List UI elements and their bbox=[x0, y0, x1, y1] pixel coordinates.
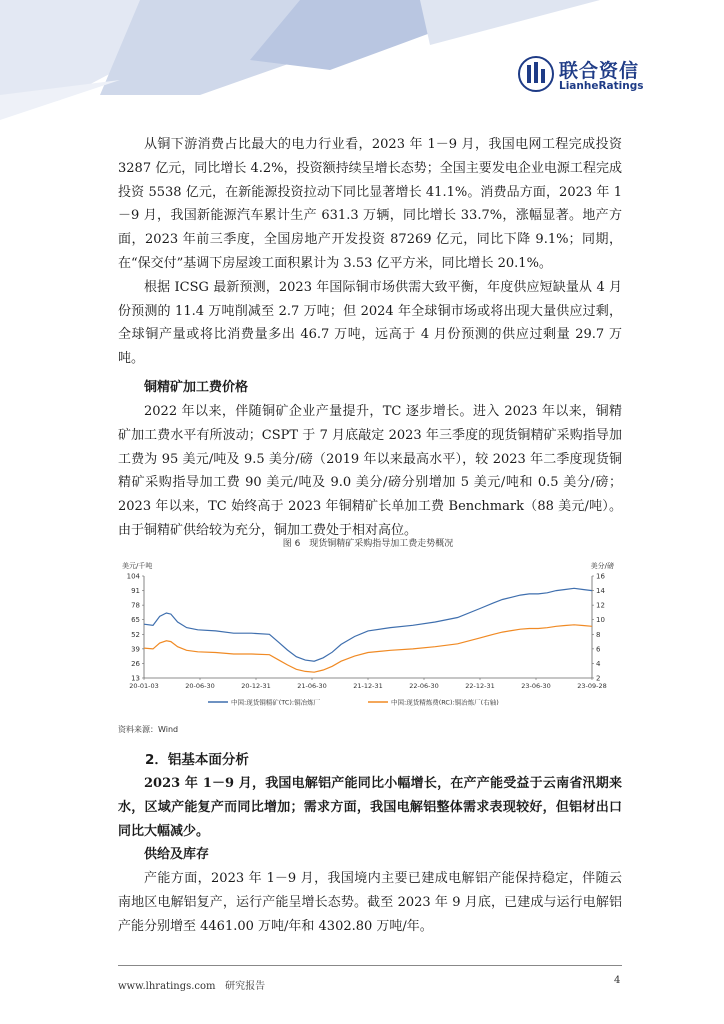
brand-logo bbox=[518, 56, 648, 96]
brand-name-en: LianheRatings bbox=[559, 80, 644, 92]
right-tick-label: 6 bbox=[596, 645, 601, 654]
right-tick-label: 2 bbox=[596, 674, 601, 683]
x-tick-label: 21-06-30 bbox=[297, 682, 327, 690]
right-tick-label: 12 bbox=[596, 601, 605, 610]
right-axis-unit: 美分/磅 bbox=[590, 562, 614, 570]
x-tick-label: 20-06-30 bbox=[185, 682, 215, 690]
left-tick-label: 26 bbox=[131, 659, 140, 668]
tc-series-line bbox=[144, 588, 592, 661]
left-tick-label: 39 bbox=[131, 645, 140, 654]
x-tick-label: 20-12-31 bbox=[241, 682, 271, 690]
page-number: 4 bbox=[614, 975, 621, 986]
paragraph-copper-demand: 从铜下游消费占比最大的电力行业看，2023 年 1－9 月，我国电网工程完成投资 3287 亿元，同比增长 4.2%，投资额持续呈增长态势；全国主要发电企业电源工程完成投资 5538 亿元，在新能源投资拉动下同比显著增长 41.1%。消费品方面，2023 年 1－9 月，我国新能源汽车累计生产 631.3 万辆，同比增长 33.7%，涨幅显著。地产方面，2023 年前三季度，全国房地产开发投资 87269 亿元，同比下降 9.1%；同期，在“保交付”基调下房屋竣工面积累计为 3.53 亿平方米，同比增长 20.1%。 bbox=[118, 137, 622, 271]
body-text-top bbox=[118, 133, 622, 543]
paragraph-tc: 2022 年以来，伴随铜矿企业产量提升，TC 逐步增长。进入 2023 年以来，铜精矿加工费水平有所波动；CSPT 于 7 月底敲定 2023 年三季度的现货铜精矿采购指导加工费为 95 美元/吨及 9.5 美分/磅（2019 年以来最高水平），较 2023 年二季度现货铜精矿采购指导加工费 90 美元/吨及 9.0 美分/磅分别增加 5 美元/吨和 0.5 美分/磅；2023 年以来，TC 始终高于 2023 年铜精矿长单加工费 Benchmark（88 美元/吨）。由于铜精矿供给较为充分，铜加工费处于相对高位。 bbox=[118, 403, 622, 538]
right-tick-label: 4 bbox=[596, 659, 601, 668]
footer-site: www.lhratings.com bbox=[118, 981, 216, 992]
left-tick-label: 52 bbox=[131, 630, 140, 639]
body-text-bottom bbox=[118, 748, 622, 939]
left-axis-unit: 美元/千吨 bbox=[122, 562, 153, 570]
legend-tc-label: 中国:现货铜精矿(TC):铜冶炼厂 bbox=[231, 698, 321, 707]
tc-rc-line-chart bbox=[118, 558, 638, 728]
right-tick-label: 10 bbox=[596, 616, 605, 625]
footer-divider bbox=[118, 965, 622, 966]
x-tick-label: 20-01-03 bbox=[129, 682, 159, 690]
x-tick-label: 22-12-31 bbox=[465, 682, 495, 690]
rc-series-line bbox=[144, 625, 592, 672]
x-tick-label: 22-06-30 bbox=[409, 682, 439, 690]
subheading-tc: 铜精矿加工费价格 bbox=[144, 379, 249, 395]
legend-rc-label: 中国:现货精炼费(RC):铜冶炼厂(右轴) bbox=[391, 698, 499, 707]
figure-title: 图 6 现货铜精矿采购指导加工费走势概况 bbox=[282, 539, 454, 549]
left-tick-label: 104 bbox=[126, 572, 140, 581]
x-tick-label: 21-12-31 bbox=[353, 682, 383, 690]
logo-mark-icon bbox=[518, 56, 554, 92]
section-title-aluminum: 2．铝基本面分析 bbox=[145, 752, 249, 768]
x-tick-label: 23-06-30 bbox=[521, 682, 551, 690]
left-tick-label: 91 bbox=[131, 587, 140, 596]
footer-left bbox=[118, 977, 265, 992]
x-tick-label: 23-09-28 bbox=[577, 682, 607, 690]
figure-6 bbox=[118, 534, 638, 744]
paragraph-aluminum-summary: 2023 年 1－9 月，我国电解铝产能同比小幅增长，在产产能受益于云南省汛期来水，区域产能复产而同比增加；需求方面，我国电解铝整体需求表现较好，但铝材出口同比大幅减少。 bbox=[118, 776, 622, 839]
paragraph-supply: 产能方面，2023 年 1－9 月，我国境内主要已建成电解铝产能保持稳定，伴随云南地区电解铝复产，运行产能呈增长态势。截至 2023 年 9 月底，已建成与运行电解铝产能分别增至 4461.00 万吨/年和 4302.80 万吨/年。 bbox=[118, 871, 622, 934]
left-tick-label: 65 bbox=[131, 616, 140, 625]
figure-source: 资料来源：Wind bbox=[118, 725, 179, 734]
right-tick-label: 14 bbox=[596, 587, 605, 596]
footer-doc-type: 研究报告 bbox=[225, 981, 266, 992]
brand-name-cn: 联合资信 bbox=[559, 60, 640, 82]
paragraph-icsg-forecast: 根据 ICSG 最新预测，2023 年国际铜市场供需大致平衡，年度供应短缺量从 4 月份预测的 11.4 万吨削减至 2.7 万吨；但 2024 年全球铜市场或将出现大量供应过剩，全球铜产量或将比消费量多出 46.7 万吨，远高于 4 月份预测的供应过剩量 29.7 万吨。 bbox=[118, 279, 622, 367]
subheading-supply: 供给及库存 bbox=[144, 847, 210, 863]
left-tick-label: 13 bbox=[131, 674, 140, 683]
right-tick-label: 8 bbox=[596, 630, 601, 639]
left-tick-label: 78 bbox=[131, 601, 140, 610]
right-tick-label: 16 bbox=[596, 572, 605, 581]
